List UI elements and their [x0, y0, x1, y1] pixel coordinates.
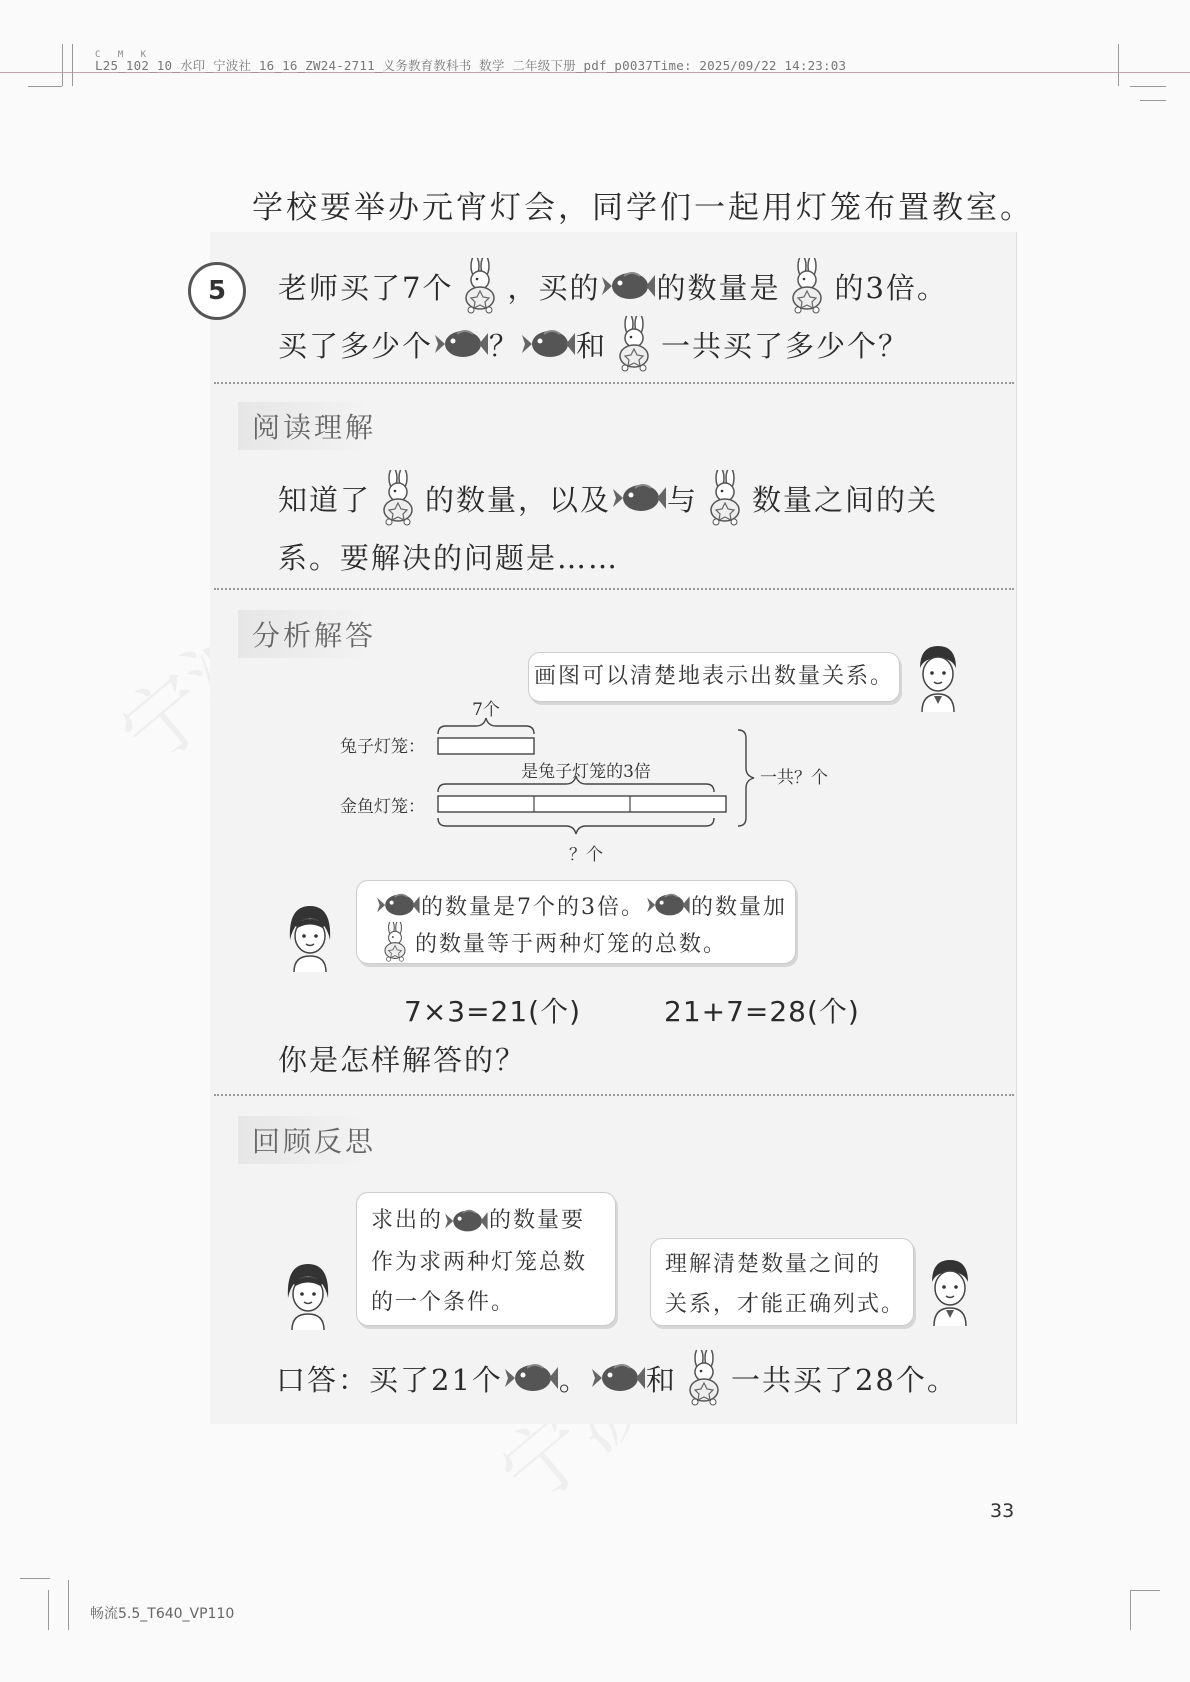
- section-title-analysis: 分析解答: [238, 610, 390, 658]
- girl-review-bubble: [356, 1192, 616, 1326]
- section-title-review: 回顾反思: [238, 1116, 390, 1164]
- bubble-text: 的数量加: [691, 894, 788, 920]
- problem-line-1: [278, 258, 948, 314]
- rabbit-lantern-icon: [453, 258, 507, 314]
- bubble-text: 理解清楚数量之间的: [665, 1252, 882, 1277]
- goldfish-lantern-icon: [433, 324, 489, 364]
- problem-text: 的数量是: [656, 270, 781, 305]
- goldfish-lantern-icon: [590, 1358, 646, 1398]
- goldfish-lantern-icon: [645, 889, 691, 921]
- brace-top: [438, 718, 534, 734]
- bubble-text: 的一个条件。: [371, 1290, 516, 1315]
- brace-bottom: [438, 818, 714, 834]
- boy-avatar: [918, 1254, 982, 1326]
- goldfish-lantern-icon: [375, 889, 421, 921]
- section-title-reading: 阅读理解: [238, 402, 390, 450]
- crop-mark: [48, 1590, 49, 1630]
- boy-avatar: [906, 640, 970, 712]
- analysis-question: 你是怎样解答的？: [278, 1043, 527, 1077]
- answer-line: [276, 1350, 958, 1406]
- print-info: L25_102_10_水印_宁波社_16_16_ZW24-2711_义务教育教科书 数学 二年级下册_pdf_p0037Time: 2025/09/22 14:23:03: [95, 58, 847, 73]
- section-divider: [214, 588, 1014, 590]
- problem-text: 老师买了7个: [278, 270, 454, 305]
- label-7: 7个: [472, 700, 500, 720]
- goldfish-lantern-icon: [600, 266, 656, 306]
- problem-text: 一共买了多少个？: [661, 328, 910, 363]
- bubble-text: 的数量是7个的3倍。: [421, 894, 645, 920]
- problem-number: 5: [188, 262, 246, 320]
- boy-speech-bubble: 画图可以清楚地表示出数量关系。: [528, 652, 900, 702]
- reading-line-1: [278, 470, 938, 526]
- bubble-text: 求出的: [371, 1208, 444, 1233]
- girl-avatar: [278, 900, 342, 972]
- goldfish-lantern-icon: [520, 324, 576, 364]
- cmk-mark: C M K: [95, 50, 153, 60]
- equation-2: 21+7=28(个): [664, 995, 860, 1028]
- label-unknown: ？个: [569, 845, 603, 865]
- crop-mark: [72, 44, 73, 86]
- problem-text: ，买的: [507, 270, 601, 305]
- goldfish-lantern-icon: [503, 1358, 559, 1398]
- crop-mark: [1130, 86, 1166, 87]
- crop-mark: [20, 1578, 50, 1579]
- label-fish: 金鱼灯笼：: [340, 797, 425, 817]
- intro-text: 学校要举办元宵灯会，同学们一起用灯笼布置教室。: [252, 190, 1034, 226]
- problem-text: 和: [576, 328, 608, 363]
- bar-diagram: [320, 700, 900, 870]
- rabbit-lantern-icon: [607, 316, 661, 372]
- girl-avatar: [276, 1258, 340, 1330]
- crop-mark: [62, 44, 63, 86]
- reading-text: 的数量，以及: [425, 482, 612, 517]
- rabbit-lantern-icon: [677, 1350, 731, 1406]
- goldfish-lantern-icon: [443, 1205, 489, 1237]
- crop-mark: [1140, 100, 1166, 101]
- answer-text: 一共买了28个。: [730, 1362, 958, 1397]
- footer-info: 畅流5.5_T640_VP110: [90, 1606, 235, 1622]
- label-total: 一共？个: [760, 768, 828, 788]
- brace-right: [738, 730, 754, 826]
- crop-mark: [1118, 44, 1119, 86]
- page-number: 33: [990, 1500, 1015, 1522]
- crop-mark: [28, 86, 62, 87]
- problem-text: ？: [489, 328, 521, 363]
- girl-speech-bubble: [356, 880, 796, 964]
- rabbit-lantern-icon: [698, 470, 752, 526]
- answer-text: 。: [558, 1362, 590, 1397]
- crop-mark: [1130, 1590, 1160, 1591]
- crop-mark: [1130, 1590, 1131, 1630]
- reading-text: 与: [667, 482, 699, 517]
- bubble-text: 的数量要: [489, 1208, 586, 1233]
- section-divider: [214, 1094, 1014, 1096]
- problem-line-2: [278, 316, 909, 372]
- rabbit-lantern-icon: [375, 922, 415, 962]
- reading-line-2: 系。要解决的问题是……: [278, 541, 620, 575]
- equation-1: 7×3=21(个): [404, 995, 582, 1028]
- rabbit-lantern-icon: [371, 470, 425, 526]
- fish-bar: [438, 796, 726, 812]
- crop-mark: [68, 1580, 69, 1630]
- answer-text: 和: [645, 1362, 677, 1397]
- problem-text: 买了多少个: [278, 328, 434, 363]
- label-3-times: 是兔子灯笼的3倍: [521, 762, 651, 782]
- reading-text: 数量之间的关: [752, 482, 939, 517]
- bubble-text: 的数量等于两种灯笼的总数。: [415, 931, 728, 957]
- rabbit-bar: [438, 738, 534, 754]
- goldfish-lantern-icon: [611, 478, 667, 518]
- label-rabbit: 兔子灯笼：: [340, 737, 425, 757]
- section-divider: [214, 382, 1014, 384]
- rabbit-lantern-icon: [780, 258, 834, 314]
- reading-text: 知道了: [278, 482, 372, 517]
- problem-text: 的3倍。: [834, 270, 948, 305]
- bubble-text: 作为求两种灯笼总数: [371, 1250, 588, 1275]
- answer-text: 口答：买了21个: [276, 1362, 503, 1397]
- bubble-text: 关系，才能正确列式。: [665, 1292, 906, 1317]
- boy-review-bubble: [650, 1238, 914, 1326]
